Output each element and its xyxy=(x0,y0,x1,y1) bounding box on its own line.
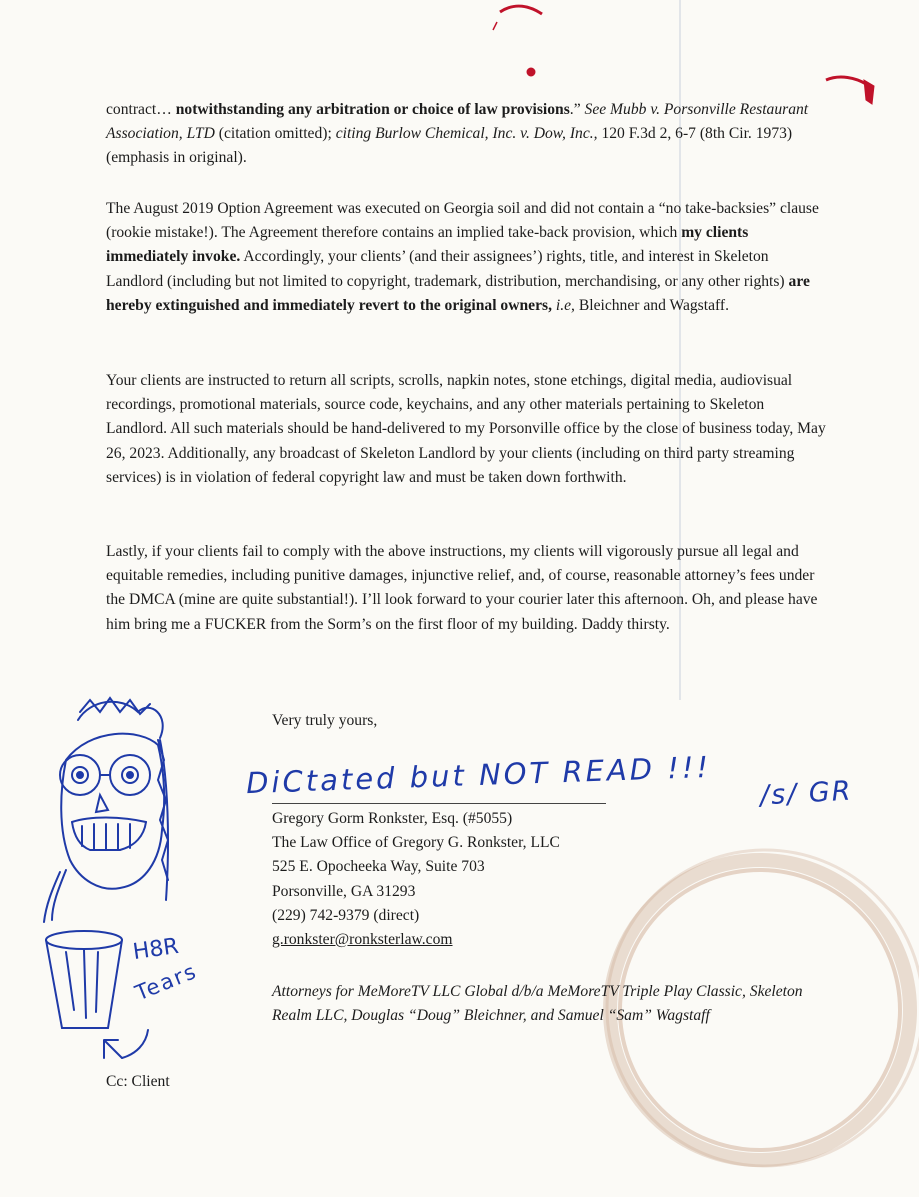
attorney-name: Gregory Gorm Ronkster, Esq. (#5055) xyxy=(272,810,513,827)
handwritten-note: DiCtated but NOT READ !!! xyxy=(245,749,712,801)
address-line-1: 525 E. Opocheeka Way, Suite 703 xyxy=(272,858,485,876)
red-ink-marks xyxy=(493,6,874,104)
attorneys-for: Attorneys for MeMoreTV LLC Global d/b/a MeMoreTV Triple Play Classic, Skeleton Realm LLC, Douglas “Doug” Bleichner, and Samuel “Sam” Wagstaff xyxy=(272,983,803,1025)
closing-salutation: Very truly yours, xyxy=(272,712,378,729)
firm-name: The Law Office of Gregory G. Ronkster, LLC xyxy=(272,834,560,852)
paragraph-return-materials: Your clients are instructed to return all scripts, scrolls, napkin notes, stone etchings, digital media, audiovisual recordings, promotional materials, source code, keychains, and any other materials pertaining to Skeleton Landlord. All such materials should be hand-delivered to my Porsonville office by the close of business today, May 26, 2023. Additionally, any broadcast of Skeleton Landlord by your clients (including on third party streaming services) is in violation of federal copyright law and must be taken down forthwith. xyxy=(106,372,826,486)
handwritten-tears: Tears xyxy=(131,958,201,1006)
email-link[interactable]: g.ronkster@ronksterlaw.com xyxy=(272,931,453,949)
cc-line: Cc: Client xyxy=(106,1073,170,1090)
handwritten-initials: /s/ GR xyxy=(759,775,854,812)
paragraph-option-agreement: The August 2019 Option Agreement was executed on Georgia soil and did not contain a “no take-backsies” clause (rookie mistake!). The Agreement therefore contains an implied take-back provision, which my clients immediately invoke. Accordingly, your clients’ (and their assignees’) rights, title, and interest in Skeleton Landlord (including but not limited to copyright, trademark, distribution, merchandising, or any other rights) are hereby extinguished and immediately revert to the original owners, i.e, Bleichner and Wagstaff. xyxy=(106,200,819,314)
skeleton-doodle xyxy=(44,698,168,922)
handwritten-h8r: H8R xyxy=(131,933,181,966)
paragraph-citation: contract… notwithstanding any arbitration or choice of law provisions.” See Mubb v. Porsonville Restaurant Association, LTD (citation omitted); citing Burlow Chemical, Inc. v. Dow, Inc., 120 F.3d 2, 6-7 (8th Cir. 1973) (emphasis in original). xyxy=(106,101,809,167)
paragraph-remedies: Lastly, if your clients fail to comply with the above instructions, my clients will vigorously pursue all legal and equitable remedies, including punitive damages, injunctive relief, and, of course, reasonable attorney’s fees under the DMCA (mine are quite substantial!). I’ll look forward to your courier later this afternoon. Oh, and please have him bring me a FUCKER from the Sorm’s on the first floor of my building. Daddy thirsty. xyxy=(106,543,818,633)
signature-line xyxy=(272,803,606,804)
phone-number: (229) 742-9379 (direct) xyxy=(272,906,420,924)
signature-block xyxy=(272,807,560,952)
address-line-2: Porsonville, GA 31293 xyxy=(272,882,416,900)
